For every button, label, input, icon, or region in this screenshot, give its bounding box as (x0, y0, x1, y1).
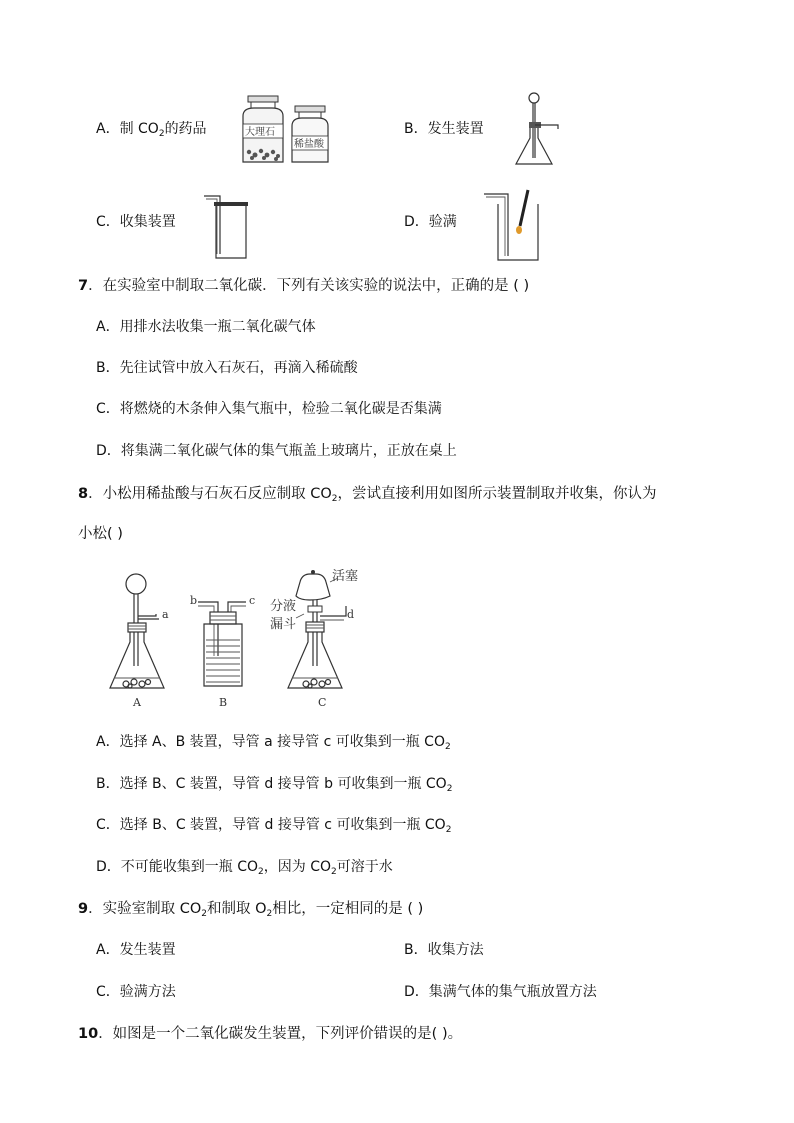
separatory-funnel-label-line2: 漏斗 (270, 617, 297, 632)
reagent-bottles-figure (240, 94, 340, 166)
q8-stem: 8．小松用稀盐酸与石灰石反应制取 $CO_2$，尝试直接利用如图所示装置制取并收集，你认为 (78, 486, 657, 504)
q10-stem: 10．如图是一个二氧化碳发生装置，下列评价错误的是( )。 (78, 1026, 463, 1042)
apparatus-a-label: A (133, 696, 141, 709)
stopcock-label: 活塞 (332, 569, 359, 584)
tube-d-label: d (347, 608, 355, 621)
bottle-label-marble: 大理石 (245, 127, 275, 138)
tube-b-label: b (190, 594, 198, 607)
q9-option-d[interactable]: D．集满气体的集气瓶放置方法 (404, 984, 597, 1000)
tube-a-label: a (162, 608, 169, 621)
q7-option-c[interactable]: C．将燃烧的木条伸入集气瓶中，检验二氧化碳是否集满 (96, 401, 442, 417)
apparatus-c-label: C (318, 696, 327, 709)
q9-option-a[interactable]: A．发生装置 (96, 942, 176, 958)
separatory-funnel-label-line1: 分液 (270, 599, 297, 614)
q8-option-c[interactable]: C．选择 B、C 装置，导管 d 接导管 c 可收集到一瓶 $CO_2$ (96, 817, 452, 835)
tube-c-label: c (249, 594, 256, 607)
q7-option-b[interactable]: B．先往试管中放入石灰石，再滴入稀硫酸 (96, 360, 358, 376)
q6-option-c[interactable]: C．收集装置 (96, 214, 176, 230)
q7-option-d[interactable]: D．将集满二氧化碳气体的集气瓶盖上玻璃片，正放在桌上 (96, 443, 457, 459)
q8-option-b[interactable]: B．选择 B、C 装置，导管 d 接导管 b 可收集到一瓶 $CO_2$ (96, 776, 453, 794)
q6-option-a[interactable]: A．制 $CO_2$的药品 (96, 121, 207, 139)
q9-stem: 9．实验室制取 $CO_2$和制取 $O_2$相比，一定相同的是 ( ) (78, 901, 424, 919)
q9-option-c[interactable]: C．验满方法 (96, 984, 176, 1000)
q8-option-d[interactable]: D．不可能收集到一瓶 $CO_2$，因为 $CO_2$可溶于水 (96, 859, 393, 877)
q9-option-b[interactable]: B．收集方法 (404, 942, 484, 958)
apparatus-b (190, 594, 255, 709)
q8-stem-line2: 小松( ) (78, 526, 123, 542)
collection-apparatus-figure (204, 192, 254, 262)
generator-apparatus-figure (512, 92, 572, 170)
q7-option-a[interactable]: A．用排水法收集一瓶二氧化碳气体 (96, 319, 316, 335)
q8-apparatus-figure (100, 566, 390, 710)
q8-option-a[interactable]: A．选择 A、B 装置，导管 a 接导管 c 可收集到一瓶 $CO_2$ (96, 734, 451, 752)
bottle-label-hydrochloric-acid: 稀盐酸 (294, 139, 324, 150)
apparatus-b-label: B (219, 696, 228, 709)
apparatus-a (110, 574, 169, 709)
q6-option-b[interactable]: B．发生装置 (404, 121, 484, 137)
q7-stem: 7．在实验室中制取二氧化碳．下列有关该实验的说法中，正确的是 ( ) (78, 278, 530, 294)
apparatus-c (270, 569, 358, 709)
full-check-apparatus-figure (484, 186, 544, 264)
q6-option-d[interactable]: D．验满 (404, 214, 457, 230)
